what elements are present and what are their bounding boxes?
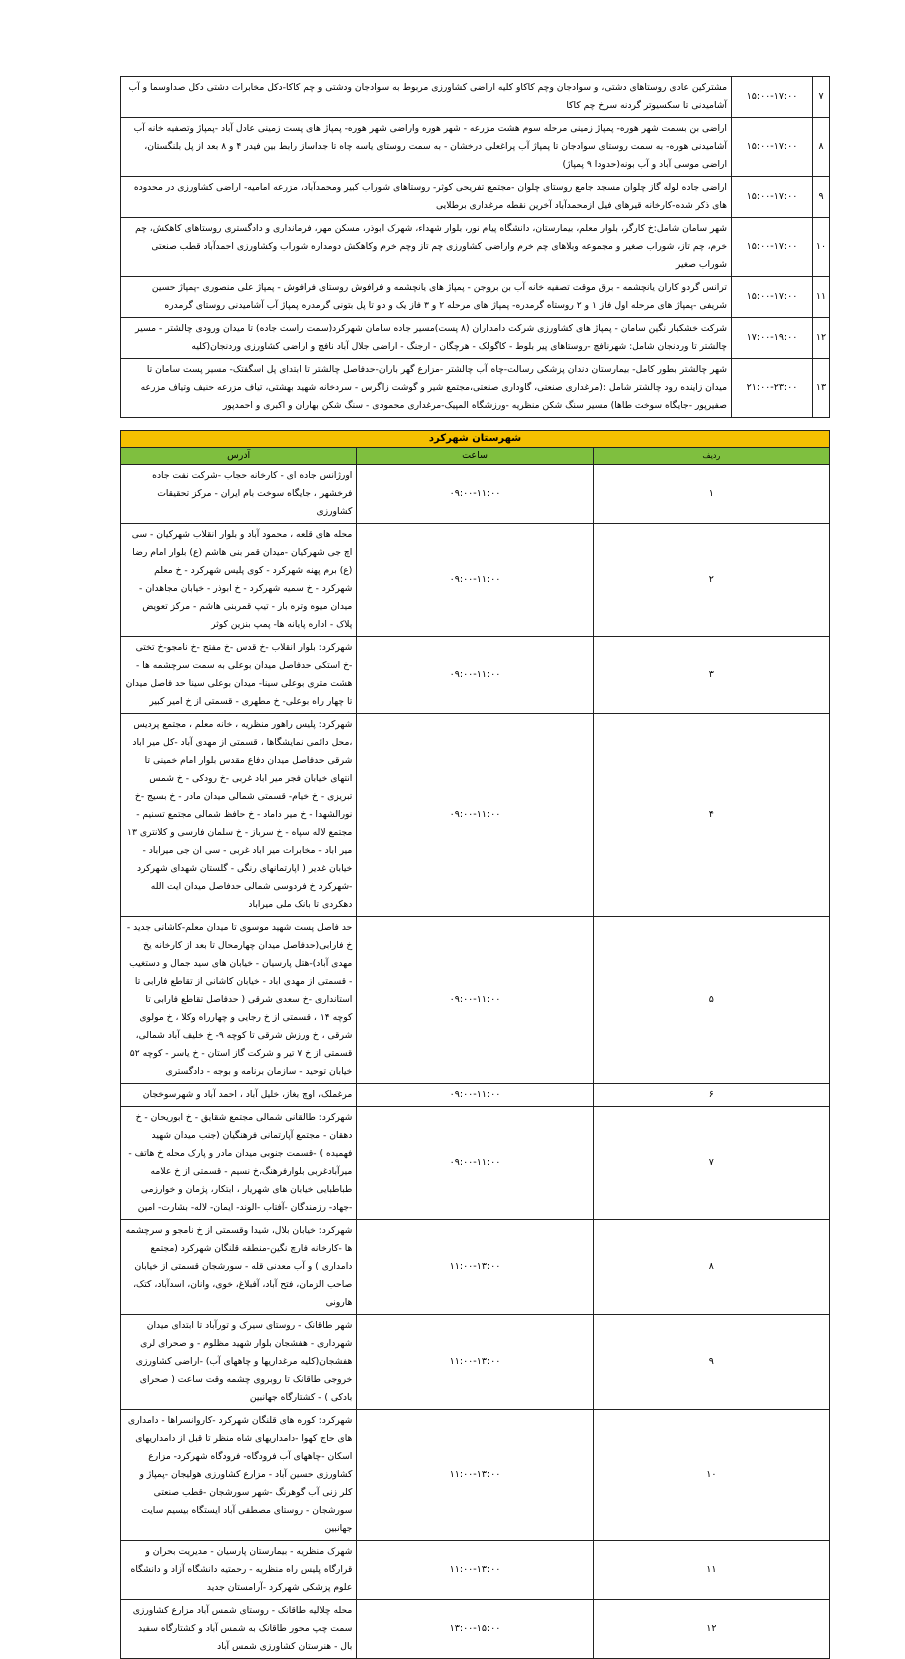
outage-table-continued (120, 76, 830, 418)
address-cell: محله های قلعه ، محمود آباد و بلوار انقلاب شهرکیان - سی اچ جی شهرکیان -میدان قمر بنی هاشم (ع) بلوار امام رضا (ع) برم پهنه شهرکرد - کوی پلیس شهرکرد - خ معلم شهرکرد - خ سمیه شهرکرد - خ ابوذر - خیابان مجاهدان - میدان میوه وتره بار - تیپ قمربنی هاشم - مرکز تعویض پلاک - اداره پایانه ها- پمپ بنزین کوثر (121, 524, 357, 637)
row-number: ۱ (593, 465, 829, 524)
county-title: شهرستان شهرکرد (121, 431, 830, 448)
shahrekord-outage-table (120, 430, 830, 1659)
address-cell: اراضی بن بسمت شهر هوره- پمپاژ زمینی مرحله سوم هشت مزرعه - شهر هوره واراضی شهر هوره- پمپاژ های پست زمینی عادل آباد -پمپاژ وتصفیه خانه آب آشامیدنی هوره- به سمت روستای سوادجان تا پمپاژ آب پراغعلی درخشان - به سمت روستای یاسه چاه تا جداساز رابط بین فیدر ۴ و ۸ بعد از پل بلنگستان، اراضی موسی آباد و آب بونه(حدودا ۹ پمپاژ) (121, 118, 732, 177)
time-range: ۱۵:۰۰-۱۷:۰۰ (732, 277, 813, 318)
address-cell: ترانس گردو کاران یانچشمه - برق موقت تصفیه خانه آب بن بروجن - پمپاژ های یانچشمه و فرافوش روستای فرافوش - پمپاژ علی منصوری -پمپاژ حسین شریفی -پمپاژ های مرحله اول فاز ۱ و ۲ روستاه گرمدره- پمپاژ های مرحله ۲ و ۳ فاز یک و دو تا پل بتونی گرمدره پمپاژ آب آشامیدنی روستای گرمدره (121, 277, 732, 318)
table-row (121, 917, 830, 1084)
row-number: ۶ (593, 1084, 829, 1107)
time-range: ۲۱:۰۰-۲۳:۰۰ (732, 359, 813, 418)
table-row (121, 177, 830, 218)
row-number: ۸ (593, 1220, 829, 1315)
table-row (121, 1410, 830, 1541)
time-range: ۱۵:۰۰-۱۷:۰۰ (732, 177, 813, 218)
header-num: ردیف (593, 448, 829, 465)
time-range: ۰۹:۰۰-۱۱:۰۰ (357, 524, 593, 637)
header-time: ساعت (357, 448, 593, 465)
table-row (121, 277, 830, 318)
address-cell: حد فاصل پست شهید موسوی تا میدان معلم-کاشانی جدید - خ فارابی(حدفاصل میدان چهارمحال تا بعد از کارخانه یخ مهدی آباد)-هتل پارسیان - خیابان های سید جمال و دستغیب - قسمتی از مهدی اباد - خیابان کاشانی از تقاطع فارابی تا استانداری -خ سعدی شرقی ( حدفاصل تقاطع فارابی تا کوچه ۱۴ ، قسمتی از خ رجایی و چهارراه وکلا ، خ مولوی شرقی ، خ ورزش شرقی تا کوچه ۹- خ خلیف آباد شمالی، قسمتی از خ ۷ تیر و شرکت گاز استان - خ یاسر - کوچه ۵۲ خیابان توحید - سازمان برنامه و بوجه - دادگستری (121, 917, 357, 1084)
address-cell: شهرکرد: بلوار انقلاب -خ قدس -خ مفتح -خ نامجو-خ تختی -خ استکی حدفاصل میدان بوعلی به سمت سرچشمه ها - هشت متری بوعلی سینا- میدان بوعلی سینا حد فاصل میدان تا چهار راه بوعلی- خ مطهری - قسمتی از خ امیر کبیر (121, 637, 357, 714)
time-range: ۱۱:۰۰-۱۳:۰۰ (357, 1220, 593, 1315)
time-range: ۱۳:۰۰-۱۵:۰۰ (357, 1600, 593, 1659)
table-row (121, 714, 830, 917)
row-number: ۴ (593, 714, 829, 917)
row-number: ۱۰ (813, 218, 830, 277)
row-number: ۱۲ (813, 318, 830, 359)
time-range: ۰۹:۰۰-۱۱:۰۰ (357, 714, 593, 917)
row-number: ۱۱ (593, 1541, 829, 1600)
address-cell: محله چلالیه طاقانک - روستای شمس آباد مزارع کشاورزی سمت چپ محور طاقانک به شمس آباد و کشتارگاه سفید بال - هنرستان کشاورزی شمس آباد (121, 1600, 357, 1659)
table-row (121, 465, 830, 524)
time-range: ۱۱:۰۰-۱۳:۰۰ (357, 1410, 593, 1541)
table-row (121, 524, 830, 637)
table-row (121, 318, 830, 359)
table-row (121, 359, 830, 418)
address-cell: مشترکین عادی روستاهای دشتی، و سوادجان وچم کاکاو کلیه اراضی کشاورزی مربوط به سوادجان ودشتی و چم کاکا-دکل مخابرات دشتی دکل صداوسما و آب آشامیدنی تا سکسیوتر گردنه سرخ چم کاکا (121, 77, 732, 118)
table-row (121, 1315, 830, 1410)
time-range: ۰۹:۰۰-۱۱:۰۰ (357, 465, 593, 524)
table-row (121, 1084, 830, 1107)
address-cell: شهر چالشتر بطور کامل- بیمارستان دندان پزشکی رسالت-چاه آب چالشتر -مزارع گهر باران-حدفاصل چالشتر تا ابتدای پل اسگفتک- مسیر پست سامان تا میدان زاینده رود چالشتر شامل :(مرغداری صنعتی، گاوداری صنعتی،مجتمع شیر و گوشت زاگرس - سردخانه شهید بهشتی، تیاف مزرعه حنیف وتیاف مزرعه صفیرپور -جایگاه سوخت طاها) مسیر سنگ شکن منظریه -ورزشگاه المپیک-مرغداری محمودی - سنگ شکن بهاران و اکبری و احمدپور (121, 359, 732, 418)
table-row (121, 118, 830, 177)
row-number: ۱۱ (813, 277, 830, 318)
time-range: ۱۱:۰۰-۱۳:۰۰ (357, 1315, 593, 1410)
time-range: ۱۵:۰۰-۱۷:۰۰ (732, 118, 813, 177)
time-range: ۰۹:۰۰-۱۱:۰۰ (357, 637, 593, 714)
table-row (121, 218, 830, 277)
time-range: ۱۷:۰۰-۱۹:۰۰ (732, 318, 813, 359)
table-row (121, 637, 830, 714)
address-cell: شهرکرد: خیابان بلال، شیدا وقسمتی از خ نامجو و سرچشمه ها -کارخانه فارچ نگین-منطقه قلنگان شهرکرد (مجتمع دامداری ) و آب معدنی قله - سورشجان قسمتی از خیابان صاحب الزمان، فتح آباد، آفبلاغ، خوی، وانان، اسدآباد، کتک، هارونی (121, 1220, 357, 1315)
row-number: ۸ (813, 118, 830, 177)
address-cell: شهرکرد: پلیس راهور منظریه ، خانه معلم ، مجتمع پردیس ،محل دائمی نمایشگاها ، قسمتی از مهدی آباد -کل میر اباد شرقی حدفاصل میدان دفاع مقدس بلوار امام خمینی تا انتهای خیابان فجر میر اباد غربی -خ رودکی - خ شمس تبریزی - خ خیام- قسمتی شمالی میدان مادر - خ بسیج -خ نورالشهدا - خ میر داماد - خ حافظ شمالی مجتمع تسنیم - مجتمع لاله سپاه - خ سرباز - خ سلمان فارسی و کلانتری ۱۳ میر اباد - مخابرات میر اباد غربی - سی ان جی میراباد - خیابان غدیر ( اپارتمانهای رنگی - گلستان شهدای شهرکرد -شهرکرد خ فردوسی شمالی حدفاصل میدان ایت الله دهکردی تا بانک ملی میراباد (121, 714, 357, 917)
address-cell: شهر سامان شامل:خ کارگر، بلوار معلم، بیمارستان، دانشگاه پیام نور، بلوار شهداء، شهرک ابوذر، مسکن مهر، فرمانداری و دادگستری روستاهای کاهکش، چم خرم، چم تاز، شوراب صغیر و مجموعه وبلاهای چم خرم واراضی کشاورزی چم تاز وچم خرم وکاهکش دومداره شوراب وکشاورزی احمدآباد قطب صنعتی شوراب صغیر (121, 218, 732, 277)
address-cell: مرغملک، اوچ بغاز، خلیل آباد ، احمد آباد و شهرسوخجان (121, 1084, 357, 1107)
time-range: ۱۱:۰۰-۱۳:۰۰ (357, 1541, 593, 1600)
time-range: ۰۹:۰۰-۱۱:۰۰ (357, 1107, 593, 1220)
address-cell: اراضی جاده لوله گاز چلوان مسجد جامع روستای چلوان -مجتمع تفریحی کوثر- روستاهای شوراب کبیر ومحمدآباد، مزرعه امامیه- اراضی کشاورزی در محدوده های ذکر شده-کارخانه قیرهای فیل ازمحمدآباد آخرین نقطه مرغداری برطلایی (121, 177, 732, 218)
table-row (121, 1541, 830, 1600)
outage-schedule-page (120, 76, 830, 1659)
header-address: آدرس (121, 448, 357, 465)
table-row (121, 1600, 830, 1659)
address-cell: اورژانس جاده ای - کارخانه حجاب -شرکت نفت جاده فرخشهر ، جایگاه سوخت بام ایران - مرکز تحقیقات کشاورزی (121, 465, 357, 524)
time-range: ۱۵:۰۰-۱۷:۰۰ (732, 218, 813, 277)
time-range: ۰۹:۰۰-۱۱:۰۰ (357, 1084, 593, 1107)
row-number: ۷ (593, 1107, 829, 1220)
table-row (121, 1107, 830, 1220)
row-number: ۳ (593, 637, 829, 714)
address-cell: شهرکرد: طالقانی شمالی مجتمع شقایق - خ ابوریحان - خ دهقان - مجتمع آپارتمانی فرهنگیان (جنب میدان شهید فهمیده ) -قسمت جنوبی میدان مادر و پارک محله خ هاتف - میرآبادغربی بلوارفرهنگ،خ نسیم - قسمتی از خ علامه طباطبایی خیابان های شهریار ، ابتکار، پژمان و خوارزمی -جهاد- رزمندگان -آفتاب -الوند- ایمان- لاله- بشارت- امین (121, 1107, 357, 1220)
time-range: ۱۵:۰۰-۱۷:۰۰ (732, 77, 813, 118)
row-number: ۵ (593, 917, 829, 1084)
row-number: ۹ (813, 177, 830, 218)
address-cell: شرکت خشکبار نگین سامان - پمپاژ های کشاورزی شرکت دامداران (۸ پست)مسیر جاده سامان شهرکرد(سمت راست جاده) تا میدان ورودی چالشتر - مسیر چالشتر تا وردنجان شامل: شهرنافچ -روستاهای پیر بلوط - کاگولک - هرچگان - ارجنگ - اراضی جلال آباد نافچ و اراضی کشاورزی وردنجان(کلیه (121, 318, 732, 359)
row-number: ۱۰ (593, 1410, 829, 1541)
table-row (121, 1220, 830, 1315)
row-number: ۱۳ (813, 359, 830, 418)
row-number: ۹ (593, 1315, 829, 1410)
row-number: ۱۲ (593, 1600, 829, 1659)
time-range: ۰۹:۰۰-۱۱:۰۰ (357, 917, 593, 1084)
row-number: ۲ (593, 524, 829, 637)
table-header-row (121, 448, 830, 465)
county-banner (121, 431, 830, 448)
address-cell: شهرک منظریه - بیمارستان پارسیان - مدیریت بحران و قرارگاه پلیس راه منظریه - رحمتیه دانشگاه آزاد و دانشگاه علوم پزشکی شهرکرد -آرامستان جدید (121, 1541, 357, 1600)
row-number: ۷ (813, 77, 830, 118)
address-cell: شهرکرد: کوره های قلنگان شهرکرد -کاروانسراها - دامداری های حاج کهوا -دامداریهای شاه منظر تا قبل از دامداریهای اسکان -چاههای آب فرودگاه- فرودگاه شهرکرد- مزارع کشاورزی حسین آباد - مزارع کشاورزی هولیجان -پمپاژ و کلر زنی آب گوهرنگ -شهر سورشجان -قطب صنعتی سورشجان - روستای مصطفی آباد ایستگاه بیسیم سایت جهانبین (121, 1410, 357, 1541)
address-cell: شهر طاقانک - روستای سیرک و تورآباد تا ابتدای میدان شهرداری - هفشجان بلوار شهید مظلوم - و صحرای لری هفشجان(کلیه مرغداریها و چاههای آب) -اراضی کشاورزی خروجی طاقانک تا روبروی چشمه وقت ساعت ( صحرای بادکی ) - کشتارگاه جهانبین (121, 1315, 357, 1410)
table-row (121, 77, 830, 118)
